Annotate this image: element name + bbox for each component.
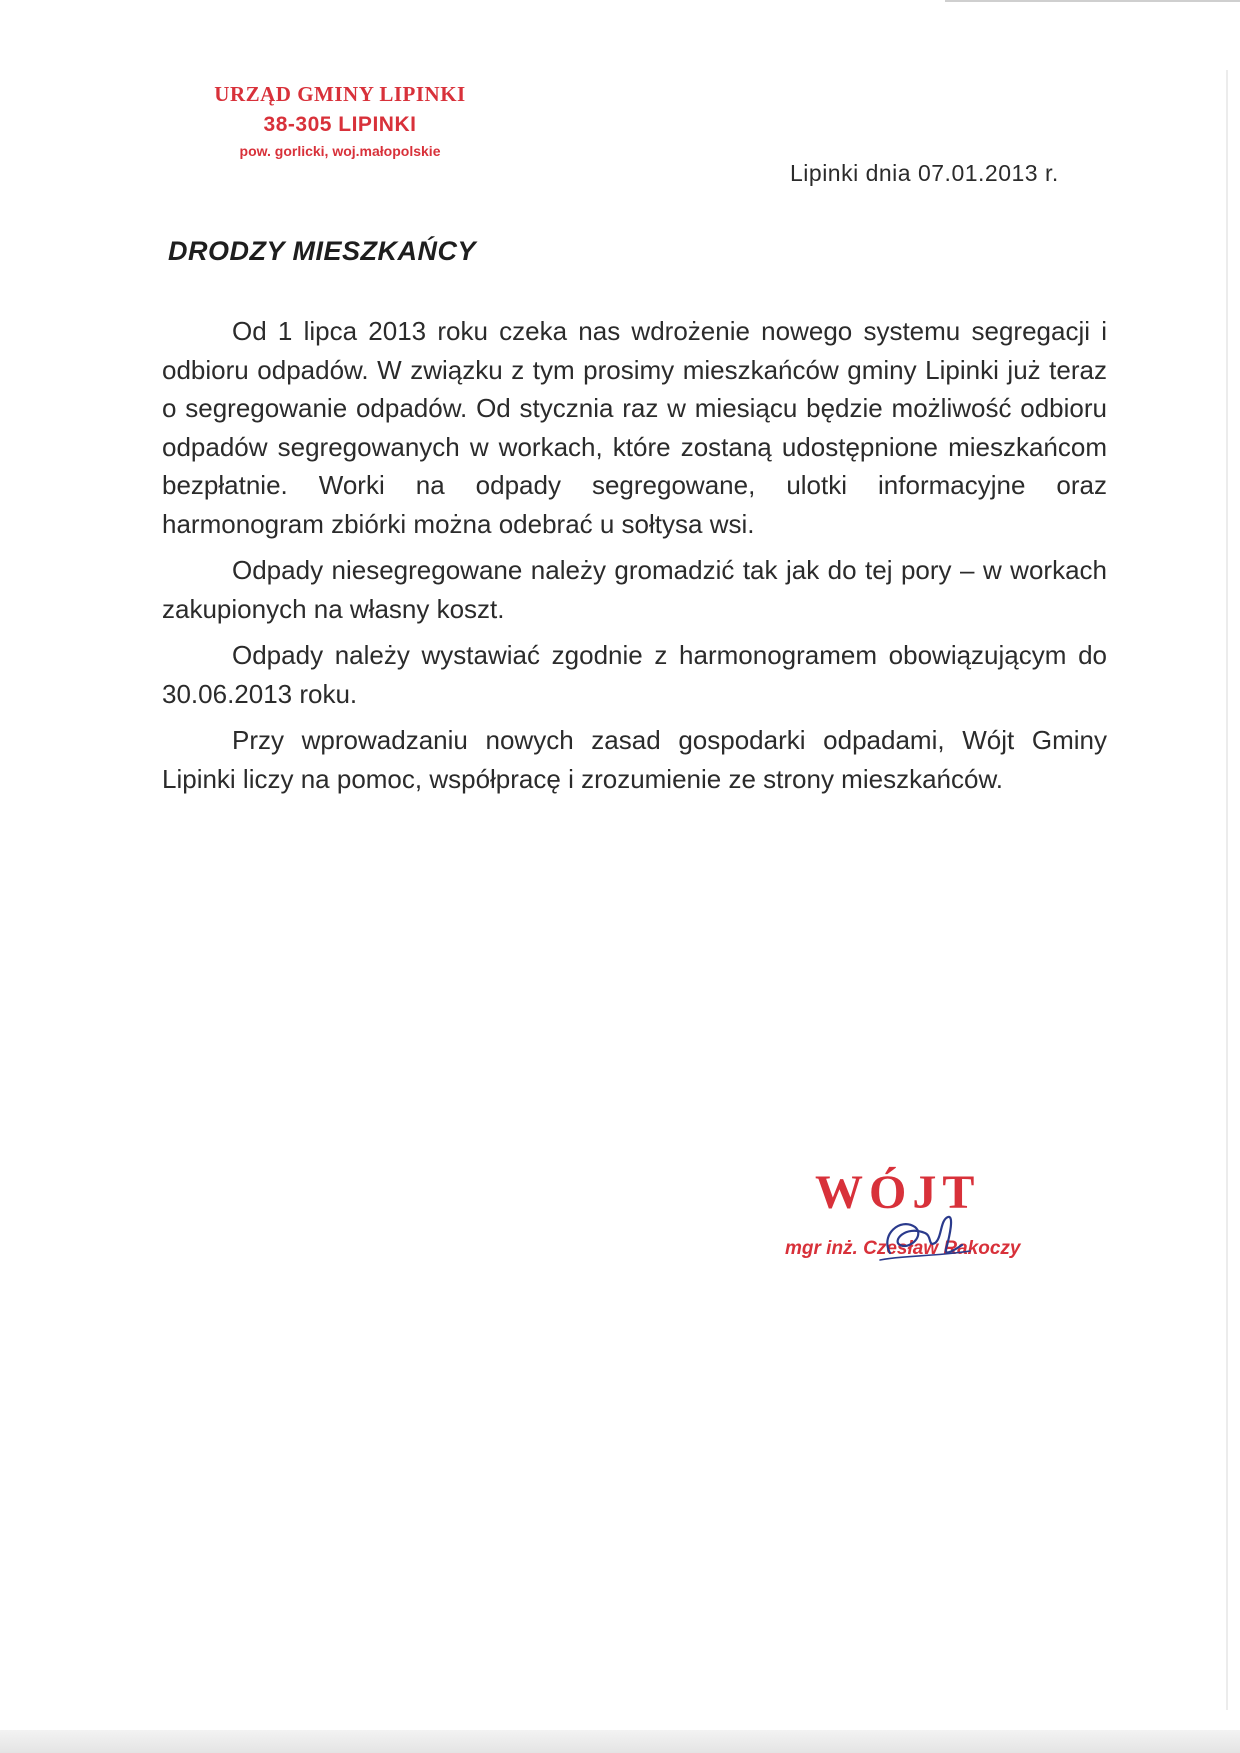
letter-body — [162, 312, 1107, 798]
paragraph: Odpady należy wystawiać zgodnie z harmonogramem obowiązującym do 30.06.2013 roku. — [162, 640, 1107, 709]
office-stamp — [200, 82, 480, 159]
signature-stamp-name: mgr inż. Czesław Rakoczy — [785, 1238, 1021, 1259]
paragraph: Od 1 lipca 2013 roku czeka nas wdrożenie nowego systemu segregacji i odbioru odpadów. W związku z tym prosimy mieszkańców gminy Lipinki już teraz o segregowanie odpadów. Od stycznia raz w miesiącu będzie możliwość odbioru odpadów segregowanych w workach, które zostaną udostępnione mieszkańcom bezpłatnie. Worki na odpady segregowane, ulotki informacyjne oraz harmonogram zbiórki można odebrać u sołtysa wsi. — [162, 316, 1107, 539]
greeting-heading: DRODZY MIESZKAŃCY — [168, 236, 477, 266]
stamp-region: pow. gorlicki, woj.małopolskie — [239, 143, 441, 159]
paragraph: Odpady niesegregowane należy gromadzić tak jak do tej pory – w workach zakupionych na własny koszt. — [162, 555, 1107, 624]
handwritten-signature — [870, 1205, 980, 1275]
paragraph: Przy wprowadzaniu nowych zasad gospodarki odpadami, Wójt Gminy Lipinki liczy na pomoc, współpracę i zrozumienie ze strony mieszkańców. — [162, 725, 1107, 794]
scan-edge — [945, 0, 1240, 2]
stamp-office-name: URZĄD GMINY LIPINKI — [214, 82, 466, 106]
scan-edge — [1226, 70, 1228, 1710]
signature-stamp-title: WÓJT — [815, 1166, 981, 1219]
stamp-postal-code: 38-305 LIPINKI — [263, 113, 417, 136]
scan-edge — [0, 1730, 1240, 1753]
letter-date: Lipinki dnia 07.01.2013 r. — [790, 160, 1059, 186]
